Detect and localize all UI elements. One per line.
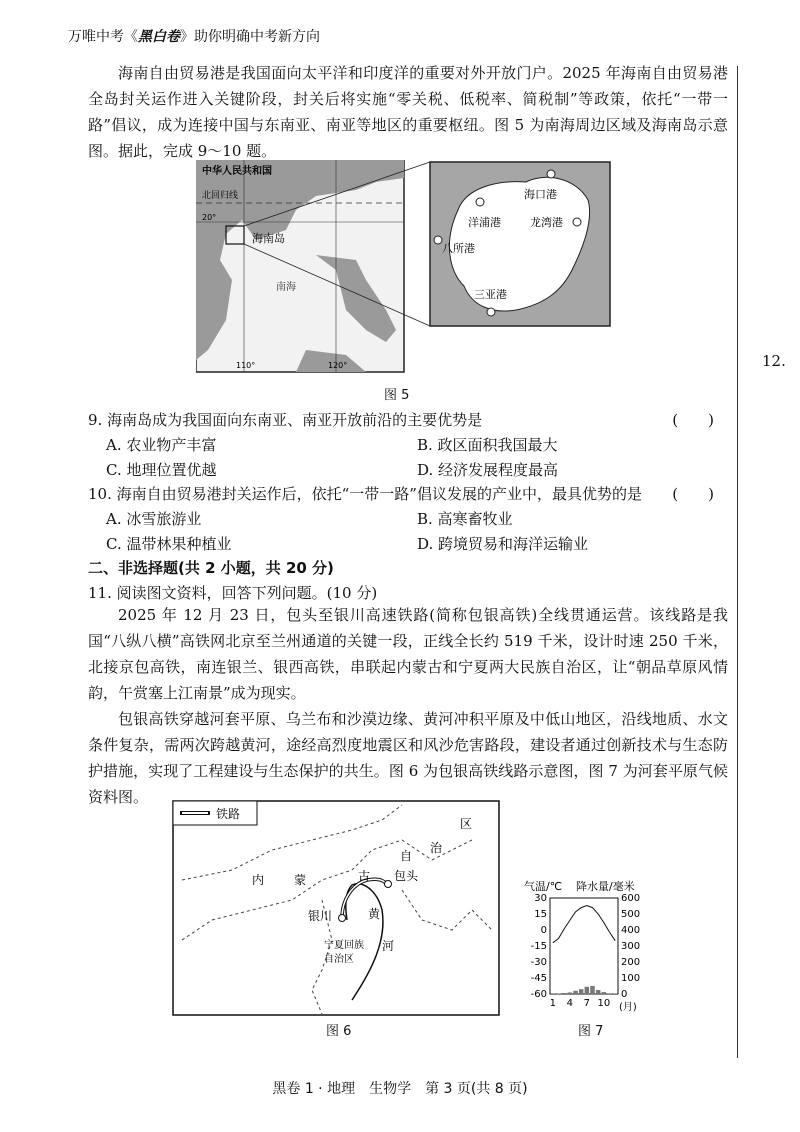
question-10 bbox=[88, 482, 728, 557]
fig7-left-tick-label: 30 bbox=[534, 893, 547, 904]
fig7-precip-bar bbox=[590, 986, 594, 994]
label-zhi: 治 bbox=[430, 841, 443, 855]
q9-stem: 9. 海南岛成为我国面向东南亚、南亚开放前沿的主要优势是 bbox=[88, 411, 483, 429]
label-hainan: 海南岛 bbox=[252, 232, 285, 245]
fig7-right-tick-label: 600 bbox=[621, 893, 641, 904]
fig7-precip-bar bbox=[602, 992, 606, 994]
figure7-climate-chart bbox=[520, 876, 660, 1016]
port-sanya: 三亚港 bbox=[474, 288, 507, 301]
fig7-precip-bar bbox=[562, 993, 566, 994]
q11-para2: 包银高铁穿越河套平原、乌兰布和沙漠边缘、黄河冲积平原及中低山地区，沿线地质、水文条件复杂，需两次跨越黄河，途经高烈度地震区和风沙危害路段，建设者通过创新技术与生态防护措施，实现了工程建设与生态保护的共生。图 6 为包银高铁线路示意图，图 7 为河套平原气候资料图。 bbox=[88, 710, 728, 806]
fig7-precip-bar bbox=[585, 987, 589, 994]
header-pre: 万唯中考《 bbox=[68, 29, 138, 45]
label-ningxia-1: 宁夏回族 bbox=[324, 940, 364, 951]
q11-para1: 2025 年 12 月 23 日，包头至银川高速铁路(简称包银高铁)全线贯通运营。该线路是我国“八纵八横”高铁网北京至兰州通道的关键一段，正线全长约 519 千米，设计时速 250 千米，北接京包高铁，南连银兰、银西高铁，串联起内蒙古和宁夏两大民族自治区，让“朝品草原风情韵，午赏塞上江南景”成为现实。 bbox=[88, 606, 728, 702]
figure7-caption: 图 7 bbox=[578, 1024, 604, 1039]
page-footer: 黑卷 1 · 地理 生物学 第 3 页(共 8 页) bbox=[272, 1081, 528, 1097]
legend-railway: 铁路 bbox=[216, 807, 241, 821]
figure6-caption: 图 6 bbox=[326, 1024, 352, 1039]
fig7-right-tick-label: 300 bbox=[621, 941, 641, 952]
label-meng: 蒙 bbox=[294, 873, 307, 887]
q9-option-c: C. 地理位置优越 bbox=[106, 461, 217, 479]
figure5-caption: 图 5 bbox=[384, 388, 410, 403]
intro-passage bbox=[88, 60, 728, 164]
label-baotou: 包头 bbox=[394, 869, 419, 883]
section-2 bbox=[88, 556, 728, 606]
fig7-right-tick-label: 500 bbox=[621, 909, 641, 920]
port-basuo: 八所港 bbox=[442, 242, 475, 255]
label-gu: 古 bbox=[358, 869, 371, 883]
header-post: 》助你明确中考新方向 bbox=[180, 29, 320, 45]
figure6-map bbox=[172, 800, 502, 1018]
fig7-left-tick-label: 0 bbox=[540, 925, 547, 936]
q10-answer-paren: ( ) bbox=[672, 485, 714, 503]
intro-text: 海南自由贸易港是我国面向太平洋和印度洋的重要对外开放门户。2025 年海南自由贸易港全岛封关运作进入关键阶段，封关后将实施“零关税、低税率、简税制”等政策，依托“一带一路”倡议，成为连接中国与东南亚、南亚等地区的重要枢纽。图 5 为南海周边区域及海南岛示意图。据此，完成 9～10 题。 bbox=[88, 64, 728, 160]
q10-option-b: B. 高寒畜牧业 bbox=[417, 510, 513, 528]
label-yinchuan: 银川 bbox=[308, 909, 333, 923]
fig7-x-tick-label: 7 bbox=[583, 998, 591, 1009]
margin-rule bbox=[737, 66, 738, 1058]
q9-option-b: B. 政区面积我国最大 bbox=[417, 436, 558, 454]
fig7-precip-bar bbox=[568, 992, 572, 994]
figure5-map bbox=[196, 160, 716, 382]
fig7-precip-bar bbox=[579, 989, 583, 994]
fig7-ylabel-right: 降水量/毫米 bbox=[576, 880, 635, 893]
header-brand: 黑白卷 bbox=[138, 29, 180, 45]
fig7-right-tick-label: 0 bbox=[621, 989, 628, 1000]
q10-option-a: A. 冰雪旅游业 bbox=[106, 510, 202, 528]
label-qu: 区 bbox=[460, 817, 473, 831]
fig7-left-tick-label: -45 bbox=[530, 973, 547, 984]
fig7-right-tick-label: 200 bbox=[621, 957, 641, 968]
label-huang: 黄 bbox=[368, 907, 381, 921]
q11-stem: 11. 阅读图文资料，回答下列问题。(10 分) bbox=[88, 584, 378, 602]
fig7-temperature-line bbox=[553, 906, 615, 943]
fig7-left-tick-label: -60 bbox=[530, 989, 547, 1000]
page-header bbox=[68, 26, 320, 46]
port-haikou: 海口港 bbox=[524, 188, 557, 201]
fig7-right-tick-label: 400 bbox=[621, 925, 641, 936]
fig7-x-tick-label: 1 bbox=[549, 998, 557, 1009]
fig7-precip-bar bbox=[573, 991, 577, 994]
label-ningxia-2: 自治区 bbox=[324, 954, 354, 965]
q10-option-c: C. 温带林果种植业 bbox=[106, 535, 232, 553]
label-lon110: 110° bbox=[236, 361, 256, 370]
port-yangpu: 洋浦港 bbox=[468, 216, 501, 229]
label-south-sea: 南海 bbox=[276, 282, 296, 293]
figure6-frame bbox=[173, 801, 499, 1015]
label-zi: 自 bbox=[400, 849, 413, 863]
label-lon120: 120° bbox=[328, 361, 348, 370]
port-longwan: 龙湾港 bbox=[530, 216, 563, 229]
q9-option-d: D. 经济发展程度最高 bbox=[417, 461, 559, 479]
fig7-plot-area bbox=[550, 898, 618, 994]
side-question-number: 12. bbox=[762, 352, 786, 370]
fig7-precip-bar bbox=[596, 990, 600, 994]
fig7-x-tick-label: 4 bbox=[566, 998, 574, 1009]
fig7-xunit: (月) bbox=[619, 1002, 637, 1013]
fig7-x-tick-label: 10 bbox=[597, 998, 611, 1009]
label-he: 河 bbox=[382, 939, 395, 953]
label-lat20: 20° bbox=[202, 213, 217, 222]
fig7-precip-bar bbox=[607, 993, 611, 994]
q10-option-d: D. 跨境贸易和海洋运输业 bbox=[417, 535, 589, 553]
label-country: 中华人民共和国 bbox=[202, 166, 272, 177]
q9-option-a: A. 农业物产丰富 bbox=[106, 436, 217, 454]
q9-answer-paren: ( ) bbox=[672, 411, 714, 429]
section-2-title: 二、非选择题(共 2 小题，共 20 分) bbox=[88, 559, 334, 577]
question-9 bbox=[88, 408, 728, 483]
fig7-left-tick-label: -15 bbox=[530, 941, 547, 952]
label-nei: 内 bbox=[252, 873, 265, 887]
label-tropic: 北回归线 bbox=[202, 191, 239, 201]
fig7-right-tick-label: 100 bbox=[621, 973, 641, 984]
fig7-left-tick-label: -30 bbox=[530, 957, 547, 968]
q10-stem: 10. 海南自由贸易港封关运作后，依托“一带一路”倡议发展的产业中，最具优势的是 bbox=[88, 485, 642, 503]
q11-passage bbox=[88, 602, 728, 810]
fig7-ylabel-left: 气温/℃ bbox=[524, 880, 563, 893]
fig7-left-tick-label: 15 bbox=[534, 909, 547, 920]
